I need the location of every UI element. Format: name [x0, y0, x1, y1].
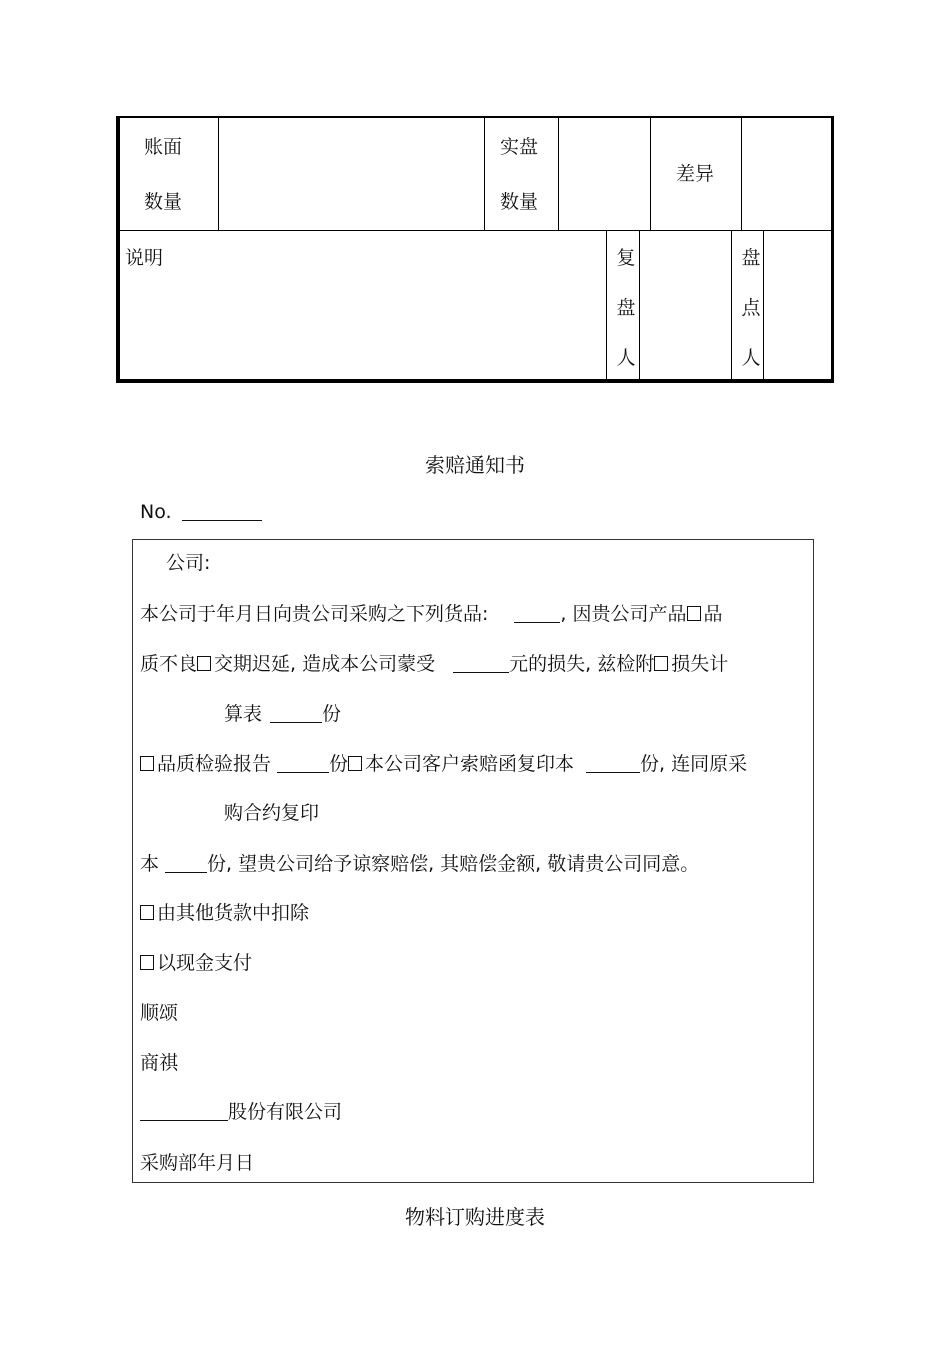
closing-2: 商祺: [140, 1052, 179, 1074]
notice-number-blank: [182, 502, 262, 521]
closing-1: 顺颂: [140, 1002, 179, 1024]
body-line-4: [140, 754, 747, 774]
claim-notice-title: 索赔通知书: [425, 453, 525, 477]
signature-line: 采购部年月日: [140, 1152, 255, 1174]
checkbox-cash[interactable]: [140, 955, 154, 970]
option-cash: [140, 954, 252, 973]
col-divider: [218, 116, 219, 231]
company-name-blank: [140, 1102, 228, 1121]
col-divider: [650, 116, 651, 231]
text-segment: 份: [329, 753, 349, 775]
option-deduct: [140, 904, 309, 923]
option-label: 以现金支付: [157, 952, 253, 974]
next-section-title: 物料订购进度表: [405, 1205, 545, 1229]
col-divider: [731, 230, 732, 380]
text-segment: 品质检验报告: [157, 753, 272, 775]
actual-qty-label-1: 实盘: [500, 136, 539, 158]
notice-number: [140, 502, 262, 522]
text-segment: 元的损失, 兹检附: [509, 653, 655, 675]
table-row-divider: [116, 230, 834, 231]
book-qty-label-2: 数量: [144, 191, 183, 213]
text-segment: 算表: [224, 703, 263, 725]
body-line-3: [224, 704, 341, 724]
text-segment: 交期迟延, 造成本公司蒙受: [214, 653, 436, 675]
option-label: 由其他货款中扣除: [157, 902, 310, 924]
copies-blank: [586, 754, 640, 773]
table-border-top: [116, 116, 834, 118]
notice-number-label: No.: [140, 501, 172, 523]
col-divider: [484, 116, 485, 231]
table-border-right: [831, 116, 834, 383]
checkbox-inspection-report[interactable]: [140, 756, 154, 771]
col-divider: [741, 116, 742, 231]
text-segment: 品: [703, 603, 723, 625]
difference-label: 差异: [676, 163, 715, 185]
text-segment: 份, 望贵公司给予谅察赔偿, 其赔偿金额, 敬请贵公司同意。: [207, 853, 700, 875]
body-line-2: [140, 654, 728, 674]
text-segment: 本公司客户索赔函复印本: [365, 753, 575, 775]
checkbox-customer-claim[interactable]: [348, 756, 362, 771]
count-char: 盘: [741, 247, 761, 269]
copies-blank: [277, 754, 329, 773]
copies-blank: [270, 704, 322, 723]
book-qty-label-1: 账面: [144, 136, 183, 158]
goods-blank: [514, 604, 560, 623]
actual-qty-label-2: 数量: [500, 191, 539, 213]
text-segment: 损失计: [671, 653, 729, 675]
col-divider: [639, 230, 640, 380]
count-char: 人: [741, 347, 761, 369]
recheck-char: 盘: [616, 297, 636, 319]
checkbox-delay[interactable]: [197, 656, 211, 671]
text-segment: 本: [140, 853, 160, 875]
company-line: [140, 1102, 342, 1122]
salutation: 公司:: [166, 552, 211, 574]
copies-blank: [165, 854, 207, 873]
recheck-person-label: [614, 249, 638, 399]
text-segment: 质不良: [140, 653, 198, 675]
col-divider: [558, 116, 559, 231]
table-border-bottom: [116, 379, 834, 383]
body-line-5: 购合约复印: [224, 802, 320, 824]
table-border-left: [116, 116, 120, 383]
checkbox-deduct[interactable]: [140, 905, 154, 920]
text-segment: , 因贵公司产品: [560, 603, 687, 625]
text-segment: 份: [322, 703, 342, 725]
checkbox-loss-calc[interactable]: [654, 656, 668, 671]
amount-blank: [453, 654, 509, 673]
body-line-6: [140, 854, 699, 874]
text-segment: 本公司于年月日向贵公司采购之下列货品:: [140, 603, 489, 625]
checkbox-quality[interactable]: [687, 606, 701, 621]
col-divider: [606, 230, 607, 380]
notes-label: 说明: [125, 247, 164, 269]
recheck-char: 人: [616, 347, 636, 369]
body-line-1: [140, 604, 723, 624]
col-divider: [763, 230, 764, 380]
text-segment: 股份有限公司: [228, 1101, 343, 1123]
count-person-label: [739, 249, 763, 399]
text-segment: 份, 连同原采: [640, 753, 748, 775]
count-char: 点: [741, 297, 761, 319]
recheck-char: 复: [616, 247, 636, 269]
